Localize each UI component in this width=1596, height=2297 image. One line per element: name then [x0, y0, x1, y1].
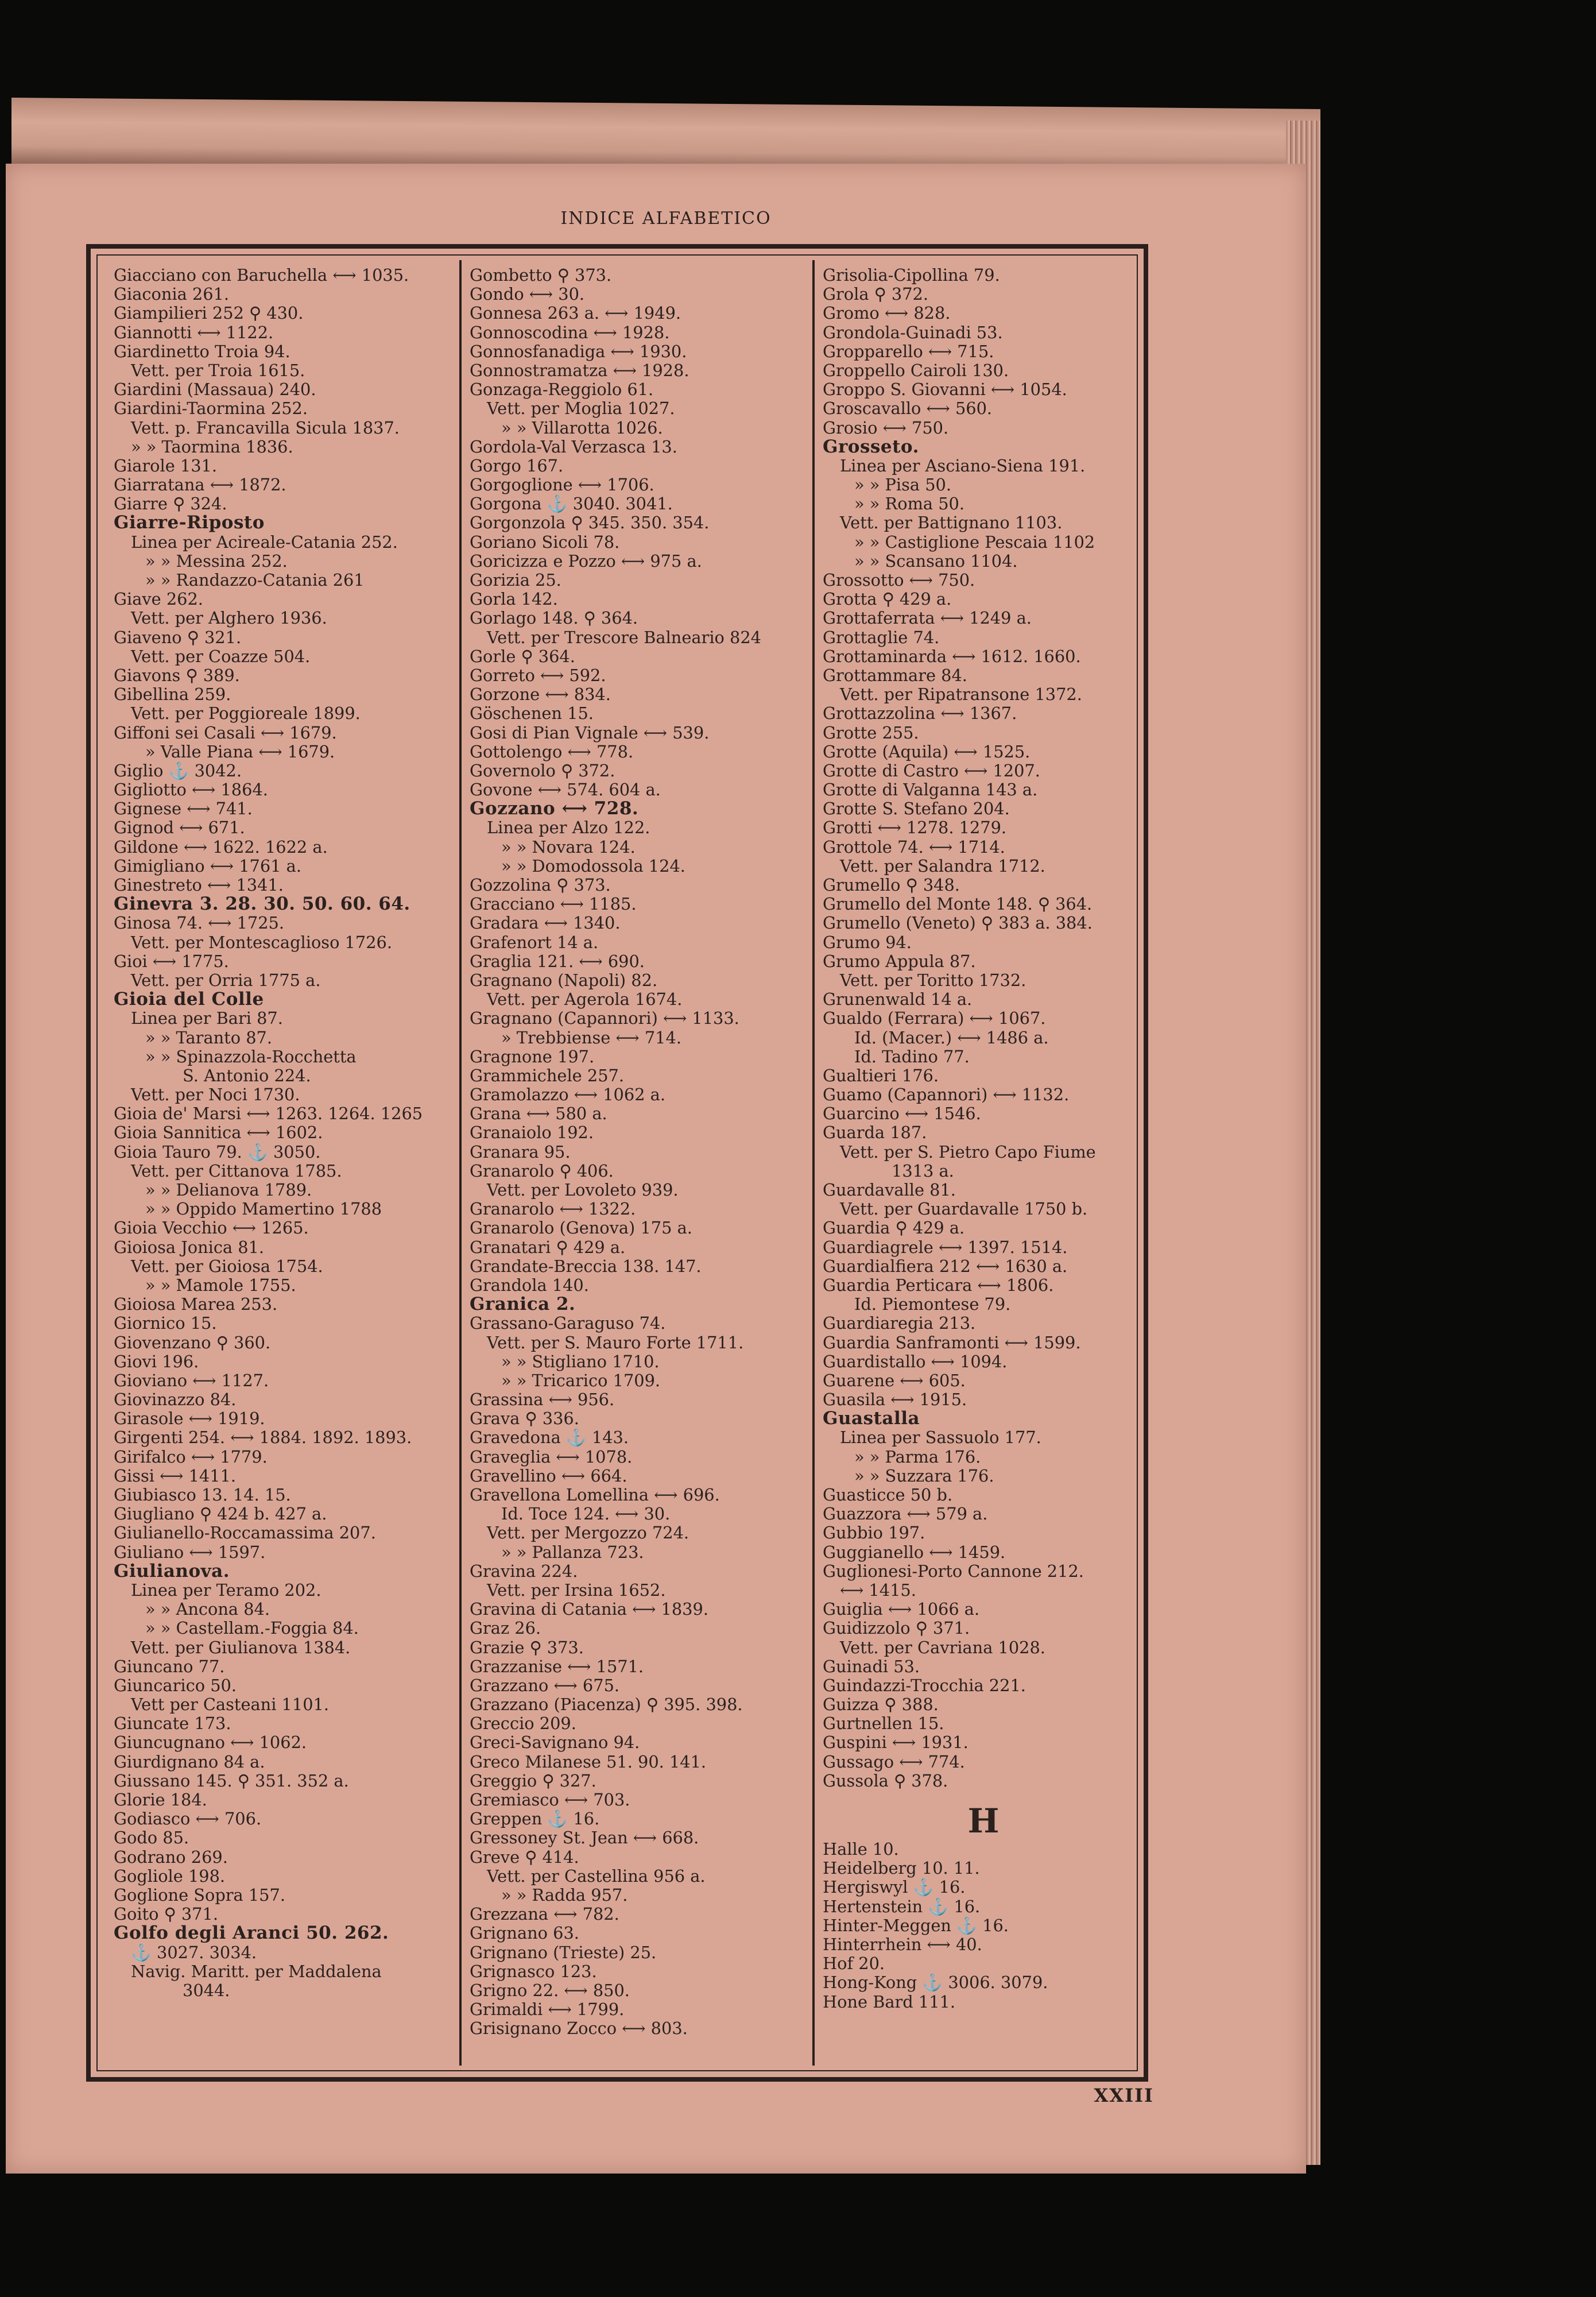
index-entry: Vett. per Ripatransone 1372. [840, 685, 1082, 705]
index-entry: Granara 95. [470, 1142, 571, 1162]
index-entry: Vett. per Orria 1775 a. [131, 970, 321, 990]
index-entry: Gonzaga-Reggiolo 61. [470, 380, 654, 400]
index-entry: ⟷ 1415. [840, 1580, 916, 1600]
index-entry: Girasole ⟷ 1919. [114, 1409, 265, 1429]
index-entry: Grezzana ⟷ 782. [470, 1904, 619, 1924]
index-entry: Guarene ⟷ 605. [823, 1370, 966, 1390]
index-entry: Gorzone ⟷ 834. [470, 685, 611, 705]
index-entry: Gioiosa Jonica 81. [114, 1237, 265, 1257]
index-entry: Grondola-Guinadi 53. [823, 322, 1003, 342]
index-entry: Gordola-Val Verzasca 13. [470, 436, 677, 457]
index-entry: Navig. Maritt. per Maddalena [131, 1961, 382, 1981]
index-entry: Guasticce 50 b. [823, 1485, 953, 1505]
index-entry: » » Novara 124. [501, 837, 636, 857]
index-entry: » » Parma 176. [854, 1447, 981, 1467]
index-entry: Gradara ⟷ 1340. [470, 913, 621, 933]
index-entry: Giulianello-Roccamassima 207. [114, 1523, 376, 1543]
index-entry: » » Taranto 87. [145, 1027, 273, 1047]
index-entry: Gioi ⟷ 1775. [114, 951, 229, 971]
index-entry: » » Messina 252. [145, 551, 288, 571]
index-entry: Linea per Alzo 122. [487, 818, 650, 838]
index-entry: Guardia Perticara ⟷ 1806. [823, 1275, 1054, 1295]
index-entry: Guardia Sanframonti ⟷ 1599. [823, 1332, 1081, 1352]
index-entry: Guggianello ⟷ 1459. [823, 1542, 1006, 1562]
index-entry: Gorizia 25. [470, 570, 561, 590]
index-entry: Giarre-Riposto [114, 512, 265, 533]
index-entry: Gorgona ⚓ 3040. 3041. [470, 494, 673, 514]
index-entry: Guindazzi-Trocchia 221. [823, 1675, 1026, 1695]
index-entry: Gragnano (Capannori) ⟷ 1133. [470, 1008, 739, 1028]
index-entry: Hone Bard 111. [823, 1991, 955, 2012]
index-entry: Gonnesa 263 a. ⟷ 1949. [470, 303, 681, 323]
index-entry: Giuncarico 50. [114, 1675, 237, 1695]
index-entry: Grumo 94. [823, 932, 912, 952]
index-entry: Vett. per Gioiosa 1754. [131, 1256, 323, 1276]
index-entry: Gussola ⚲ 378. [823, 1770, 948, 1791]
index-entry: Governolo ⚲ 372. [470, 760, 615, 780]
index-entry: Giannotti ⟷ 1122. [114, 322, 274, 342]
index-entry: Girgenti 254. ⟷ 1884. 1892. 1893. [114, 1428, 412, 1448]
index-entry: Granarolo ⚲ 406. [470, 1161, 614, 1181]
index-entry: Vett. per Trescore Balneario 824 [487, 627, 761, 647]
index-entry: » » Tricarico 1709. [501, 1370, 661, 1390]
index-entry: Grunenwald 14 a. [823, 989, 973, 1010]
index-entry: Ginestreto ⟷ 1341. [114, 875, 284, 895]
index-entry: » » Ancona 84. [145, 1599, 270, 1619]
index-entry: Gragnano (Napoli) 82. [470, 970, 658, 990]
index-entry: Vett. per Toritto 1732. [840, 970, 1026, 990]
index-entry: Gondo ⟷ 30. [470, 284, 585, 304]
index-entry: Granarolo ⟷ 1322. [470, 1199, 636, 1219]
index-entry: Groscavallo ⟷ 560. [823, 399, 993, 419]
page-header: INDICE ALFABETICO [560, 208, 772, 229]
index-entry: Gombetto ⚲ 373. [470, 266, 612, 285]
index-entry: Id. Toce 124. ⟷ 30. [501, 1504, 671, 1524]
index-entry: Vett. per Salandra 1712. [840, 856, 1045, 876]
index-entry: Vett. per Giulianova 1384. [131, 1637, 351, 1657]
index-entry: Gonnosfanadiga ⟷ 1930. [470, 341, 687, 361]
index-entry: Giglio ⚓ 3042. [114, 760, 242, 780]
index-entry: Giubiasco 13. 14. 15. [114, 1485, 291, 1505]
index-column-1 [114, 266, 458, 2066]
index-entry: Gimigliano ⟷ 1761 a. [114, 856, 301, 876]
index-entry: Halle 10. [823, 1839, 899, 1859]
index-entry: Grammichele 257. [470, 1065, 625, 1085]
index-entry: Vett. per Cittanova 1785. [131, 1161, 342, 1181]
index-entry: Giarratana ⟷ 1872. [114, 475, 286, 495]
index-entry: Groppo S. Giovanni ⟷ 1054. [823, 380, 1067, 400]
index-entry: Grana ⟷ 580 a. [470, 1104, 607, 1124]
index-entry: Giussano 145. ⚲ 351. 352 a. [114, 1770, 349, 1791]
index-entry: Giurdignano 84 a. [114, 1751, 265, 1772]
index-entry: Grassano-Garaguso 74. [470, 1313, 666, 1333]
index-entry: Hergiswyl ⚓ 16. [823, 1877, 966, 1897]
index-entry: Graveglia ⟷ 1078. [470, 1447, 633, 1467]
index-entry: Guardistallo ⟷ 1094. [823, 1351, 1008, 1371]
index-entry: » » Randazzo-Catania 261 [145, 570, 365, 590]
index-entry: » » Suzzara 176. [854, 1465, 994, 1486]
index-entry: Guazzora ⟷ 579 a. [823, 1504, 988, 1524]
index-entry: Gorlago 148. ⚲ 364. [470, 608, 638, 628]
index-entry: Goriano Sicoli 78. [470, 532, 620, 552]
index-entry: Gravedona ⚓ 143. [470, 1428, 629, 1448]
index-entry: Grignasco 123. [470, 1961, 597, 1981]
index-entry: Giarole 131. [114, 455, 218, 475]
index-entry: » » Radda 957. [501, 1885, 628, 1905]
index-entry: Grottaferrata ⟷ 1249 a. [823, 608, 1032, 628]
index-column-3 [823, 266, 1144, 2066]
index-entry: » » Castiglione Pescaia 1102 [854, 532, 1095, 552]
index-entry: Girifalco ⟷ 1779. [114, 1447, 268, 1467]
index-entry: Grafenort 14 a. [470, 932, 599, 952]
index-entry: Gozzolina ⚲ 373. [470, 875, 611, 895]
index-entry: Giornico 15. [114, 1313, 217, 1333]
index-entry: Giulianova. [114, 1560, 230, 1581]
index-entry: Vett. per Montescaglioso 1726. [131, 932, 392, 952]
index-entry: Göschenen 15. [470, 703, 594, 724]
index-entry: Grumello del Monte 148. ⚲ 364. [823, 894, 1093, 914]
index-entry: Guastalla [823, 1408, 920, 1429]
index-entry: Gramolazzo ⟷ 1062 a. [470, 1085, 665, 1105]
index-entry: Gorgoglione ⟷ 1706. [470, 475, 654, 495]
index-entry: 3044. [183, 1980, 230, 2000]
index-entry: Vett. per Irsina 1652. [487, 1580, 666, 1600]
index-entry: S. Antonio 224. [183, 1065, 311, 1085]
index-entry: Guizza ⚲ 388. [823, 1695, 939, 1715]
index-frame [86, 244, 1148, 2082]
index-entry: » » Villarotta 1026. [501, 417, 663, 438]
index-entry: Giffoni sei Casali ⟷ 1679. [114, 722, 337, 743]
index-entry: Linea per Acireale-Catania 252. [131, 532, 398, 552]
index-entry: Giuliano ⟷ 1597. [114, 1542, 266, 1562]
book-page [6, 164, 1306, 2174]
index-entry: Grottaglie 74. [823, 627, 940, 647]
index-entry: Gorgonzola ⚲ 345. 350. 354. [470, 513, 710, 533]
index-column-3-h-entries [823, 1840, 1144, 2012]
index-entry: Grotte di Valganna 143 a. [823, 780, 1038, 800]
index-entry: Gorla 142. [470, 589, 558, 609]
index-entry: Goglione Sopra 157. [114, 1885, 285, 1905]
index-entry: Graz 26. [470, 1618, 541, 1638]
index-entry: Grandate-Breccia 138. 147. [470, 1256, 702, 1276]
index-entry: Gioviano ⟷ 1127. [114, 1370, 269, 1390]
index-entry: Gogliole 198. [114, 1866, 226, 1886]
index-entry: Giaconia 261. [114, 284, 230, 304]
index-entry: Guardia ⚲ 429 a. [823, 1218, 965, 1238]
index-entry: Vett. per Moglia 1027. [487, 399, 675, 419]
index-entry: Gorreto ⟷ 592. [470, 665, 606, 685]
page-number: XXIII [1094, 2085, 1154, 2106]
index-entry: Guamo (Capannori) ⟷ 1132. [823, 1085, 1070, 1105]
index-entry: » » Pallanza 723. [501, 1542, 644, 1562]
index-entry: » » Stigliano 1710. [501, 1351, 660, 1371]
index-entry: Grottole 74. ⟷ 1714. [823, 837, 1005, 857]
index-entry: Gignese ⟷ 741. [114, 799, 253, 819]
index-entry: Id. Tadino 77. [854, 1046, 970, 1066]
index-entry: Gravina di Catania ⟷ 1839. [470, 1599, 708, 1619]
index-entry: Grandola 140. [470, 1275, 589, 1295]
index-entry: 1313 a. [892, 1161, 954, 1181]
index-entry: Govone ⟷ 574. 604 a. [470, 780, 661, 800]
index-entry: Vett. per Battignano 1103. [840, 513, 1063, 533]
index-entry: Hof 20. [823, 1954, 885, 1974]
index-entry: Gottolengo ⟷ 778. [470, 741, 634, 761]
index-entry: Heidelberg 10. 11. [823, 1858, 980, 1878]
index-entry: Grottammare 84. [823, 665, 967, 685]
index-entry: Gonnostramatza ⟷ 1928. [470, 360, 689, 380]
index-entry: Greggio ⚲ 327. [470, 1770, 596, 1791]
index-entry: Grazie ⚲ 373. [470, 1637, 584, 1657]
index-entry: Guiglia ⟷ 1066 a. [823, 1599, 980, 1619]
index-entry: Vett. per Troia 1615. [131, 360, 305, 380]
index-entry: Greve ⚲ 414. [470, 1847, 579, 1867]
index-entry: Grosseto. [823, 436, 919, 457]
index-entry: Greco Milanese 51. 90. 141. [470, 1751, 707, 1772]
index-entry: Vett. per Castellina 956 a. [487, 1866, 706, 1886]
index-entry: Giardini (Massaua) 240. [114, 380, 316, 400]
index-entry: Gildone ⟷ 1622. 1622 a. [114, 837, 328, 857]
index-entry: » » Domodossola 124. [501, 856, 685, 876]
index-entry: Grazzano (Piacenza) ⚲ 395. 398. [470, 1695, 743, 1715]
index-entry: » » Mamole 1755. [145, 1275, 296, 1295]
index-entry: Id. Piemontese 79. [854, 1294, 1011, 1314]
index-entry: Grava ⚲ 336. [470, 1409, 579, 1429]
index-entry: Gropparello ⟷ 715. [823, 341, 994, 361]
index-entry: Gravellona Lomellina ⟷ 696. [470, 1485, 720, 1505]
index-entry: Giarre ⚲ 324. [114, 494, 227, 514]
index-entry: Gravina 224. [470, 1561, 578, 1581]
index-entry: Greccio 209. [470, 1714, 576, 1734]
index-entry: Graglia 121. ⟷ 690. [470, 951, 645, 971]
index-entry: Giuncate 173. [114, 1714, 231, 1734]
index-entry: Gracciano ⟷ 1185. [470, 894, 637, 914]
index-entry: Giardini-Taormina 252. [114, 399, 308, 419]
index-entry: Gromo ⟷ 828. [823, 303, 951, 323]
index-entry: Hinterrhein ⟷ 40. [823, 1934, 982, 1954]
index-entry: Grosio ⟷ 750. [823, 417, 949, 438]
index-entry: Giuncano 77. [114, 1656, 225, 1676]
index-entry: Gioiosa Marea 253. [114, 1294, 278, 1314]
index-entry: Giovi 196. [114, 1351, 199, 1371]
index-entry: Linea per Teramo 202. [131, 1580, 321, 1600]
index-entry: Guarcino ⟷ 1546. [823, 1104, 981, 1124]
index-entry: Grassina ⟷ 956. [470, 1390, 615, 1410]
index-entry: Gosi di Pian Vignale ⟷ 539. [470, 722, 710, 743]
index-entry: » » Delianova 1789. [145, 1180, 312, 1200]
index-entry: Giovinazzo 84. [114, 1390, 237, 1410]
index-entry: Golfo degli Aranci 50. 262. [114, 1923, 389, 1944]
index-entry: Gignod ⟷ 671. [114, 818, 245, 838]
index-entry: Guasila ⟷ 1915. [823, 1390, 967, 1410]
index-entry: Vett. per Coazze 504. [131, 646, 311, 666]
index-entry: Grazzanise ⟷ 1571. [470, 1656, 644, 1676]
index-entry: Grumello (Veneto) ⚲ 383 a. 384. [823, 913, 1093, 933]
index-entry: Vett. per Noci 1730. [131, 1085, 300, 1105]
index-entry: Vett. per Guardavalle 1750 b. [840, 1199, 1088, 1219]
index-entry: Gioia del Colle [114, 989, 264, 1010]
index-entry: » » Roma 50. [854, 494, 964, 514]
index-entry: Groppello Cairoli 130. [823, 360, 1009, 380]
index-entry: Granaiolo 192. [470, 1123, 594, 1143]
index-entry: Gressoney St. Jean ⟷ 668. [470, 1828, 699, 1848]
index-entry: Guspini ⟷ 1931. [823, 1733, 969, 1753]
index-entry: » » Castellam.-Foggia 84. [145, 1618, 359, 1638]
index-entry: Grazzano ⟷ 675. [470, 1675, 620, 1695]
index-entry: Guarda 187. [823, 1123, 927, 1143]
index-entry: Grossotto ⟷ 750. [823, 570, 975, 590]
index-entry: Greci-Savignano 94. [470, 1733, 640, 1753]
index-entry: Greppen ⚓ 16. [470, 1809, 600, 1829]
index-entry: Gioia de' Marsi ⟷ 1263. 1264. 1265 [114, 1104, 423, 1124]
index-entry: Gubbio 197. [823, 1523, 925, 1543]
index-entry: Vett. per Alghero 1936. [131, 608, 327, 628]
section-letter-h: H [967, 1801, 1000, 1840]
index-entry: Gissi ⟷ 1411. [114, 1465, 237, 1486]
index-entry: Grotte 255. [823, 722, 919, 743]
index-entry: » Trebbiense ⟷ 714. [501, 1027, 681, 1047]
index-entry: Giovenzano ⚲ 360. [114, 1332, 271, 1352]
index-entry: ⚓ 3027. 3034. [131, 1942, 257, 1962]
index-entry: Hertenstein ⚓ 16. [823, 1896, 981, 1916]
index-entry: Hong-Kong ⚓ 3006. 3079. [823, 1973, 1048, 1993]
index-entry: Vett. per Cavriana 1028. [840, 1637, 1045, 1657]
index-entry: Giuncugnano ⟷ 1062. [114, 1733, 307, 1753]
index-entry: Vett. per S. Mauro Forte 1711. [487, 1332, 744, 1352]
index-entry: Grumo Appula 87. [823, 951, 976, 971]
index-entry: Linea per Bari 87. [131, 1008, 283, 1028]
index-entry: Grottazzolina ⟷ 1367. [823, 703, 1017, 724]
index-entry: Gigliotto ⟷ 1864. [114, 780, 268, 800]
index-entry: Vett. per Mergozzo 724. [487, 1523, 689, 1543]
index-entry: Giampilieri 252 ⚲ 430. [114, 303, 304, 323]
index-entry: Godo 85. [114, 1828, 189, 1848]
index-entry: Guardialfiera 212 ⟷ 1630 a. [823, 1256, 1068, 1276]
index-entry: Ginosa 74. ⟷ 1725. [114, 913, 285, 933]
index-entry: Guinadi 53. [823, 1656, 920, 1676]
index-entry: » » Oppido Mamertino 1788 [145, 1199, 382, 1219]
index-entry: Gravellino ⟷ 664. [470, 1465, 627, 1486]
index-entry: Gussago ⟷ 774. [823, 1751, 965, 1772]
index-entry: Grotte (Aquila) ⟷ 1525. [823, 741, 1031, 761]
index-entry: Grola ⚲ 372. [823, 284, 929, 304]
index-entry: Granarolo (Genova) 175 a. [470, 1218, 692, 1238]
index-entry: Vett. per Agerola 1674. [487, 989, 683, 1010]
index-entry: Vett per Casteani 1101. [131, 1695, 329, 1715]
index-entry: Grignano (Trieste) 25. [470, 1942, 657, 1962]
index-entry: Gragnone 197. [470, 1046, 595, 1066]
index-entry: Giave 262. [114, 589, 203, 609]
index-entry: Linea per Asciano-Siena 191. [840, 455, 1086, 475]
index-column-2 [470, 266, 814, 2066]
index-entry: Id. (Macer.) ⟷ 1486 a. [854, 1027, 1049, 1047]
index-entry: Guidizzolo ⚲ 371. [823, 1618, 970, 1638]
column-separator [459, 260, 462, 2066]
index-entry: Giaveno ⚲ 321. [114, 627, 242, 647]
index-entry: Gualtieri 176. [823, 1065, 939, 1085]
index-entry: » » Pisa 50. [854, 475, 952, 495]
index-entry: Vett. per Lovoleto 939. [487, 1180, 679, 1200]
index-entry: Vett. per S. Pietro Capo Fiume [840, 1142, 1096, 1162]
index-entry: Grottaminarda ⟷ 1612. 1660. [823, 646, 1081, 666]
index-entry: Gonnoscodina ⟷ 1928. [470, 322, 670, 342]
index-entry: Godrano 269. [114, 1847, 228, 1867]
index-entry: Linea per Sassuolo 177. [840, 1428, 1041, 1448]
index-entry: Hinter-Meggen ⚓ 16. [823, 1915, 1009, 1935]
index-entry: Gioia Sannitica ⟷ 1602. [114, 1123, 323, 1143]
index-entry: Grotte di Castro ⟷ 1207. [823, 760, 1040, 780]
index-entry: Gorle ⚲ 364. [470, 646, 575, 666]
index-entry: Grisolia-Cipollina 79. [823, 266, 1000, 285]
index-entry: Giacciano con Baruchella ⟷ 1035. [114, 266, 409, 285]
index-entry: Grotte S. Stefano 204. [823, 799, 1010, 819]
index-entry: Vett. p. Francavilla Sicula 1837. [131, 417, 400, 438]
index-entry: Gurtnellen 15. [823, 1714, 944, 1734]
index-entry: » » Taormina 1836. [131, 436, 293, 457]
index-entry: Gremiasco ⟷ 703. [470, 1790, 630, 1809]
index-entry: Glorie 184. [114, 1790, 207, 1809]
index-entry: Grotti ⟷ 1278. 1279. [823, 818, 1007, 838]
index-entry: Grignano 63. [470, 1923, 579, 1943]
index-entry: Giugliano ⚲ 424 b. 427 a. [114, 1504, 327, 1524]
index-entry: Goricizza e Pozzo ⟷ 975 a. [470, 551, 702, 571]
index-entry: Vett. per Poggioreale 1899. [131, 703, 361, 724]
index-entry: Grisignano Zocco ⟷ 803. [470, 2018, 688, 2039]
index-entry: Godiasco ⟷ 706. [114, 1809, 262, 1829]
index-entry: Guglionesi-Porto Cannone 212. [823, 1561, 1084, 1581]
index-entry: Giavons ⚲ 389. [114, 665, 240, 685]
index-column-3-main [823, 266, 1144, 1791]
index-entry: Ginevra 3. 28. 30. 50. 60. 64. [114, 894, 410, 915]
index-entry: Guardiagrele ⟷ 1397. 1514. [823, 1237, 1068, 1257]
index-entry: Grotta ⚲ 429 a. [823, 589, 952, 609]
index-entry: Guardavalle 81. [823, 1180, 956, 1200]
index-entry: Granatari ⚲ 429 a. [470, 1237, 626, 1257]
index-entry: Goito ⚲ 371. [114, 1904, 218, 1924]
index-entry: Grumello ⚲ 348. [823, 875, 960, 895]
index-entry: Gualdo (Ferrara) ⟷ 1067. [823, 1008, 1046, 1028]
index-entry: Grimaldi ⟷ 1799. [470, 2000, 625, 2020]
index-entry: Gibellina 259. [114, 685, 231, 705]
index-entry: » » Scansano 1104. [854, 551, 1018, 571]
index-entry: Gioia Tauro 79. ⚓ 3050. [114, 1142, 321, 1162]
index-entry: Gozzano ⟷ 728. [470, 798, 639, 819]
index-entry: » Valle Piana ⟷ 1679. [145, 741, 335, 761]
index-entry: Granica 2. [470, 1294, 576, 1315]
index-entry: » » Spinazzola-Rocchetta [145, 1046, 357, 1066]
index-entry: Guardiaregia 213. [823, 1313, 976, 1333]
index-entry: Gorgo 167. [470, 455, 564, 475]
index-entry: Grigno 22. ⟷ 850. [470, 1980, 630, 2000]
index-entry: Giardinetto Troia 94. [114, 341, 290, 361]
index-entry: Gioia Vecchio ⟷ 1265. [114, 1218, 309, 1238]
